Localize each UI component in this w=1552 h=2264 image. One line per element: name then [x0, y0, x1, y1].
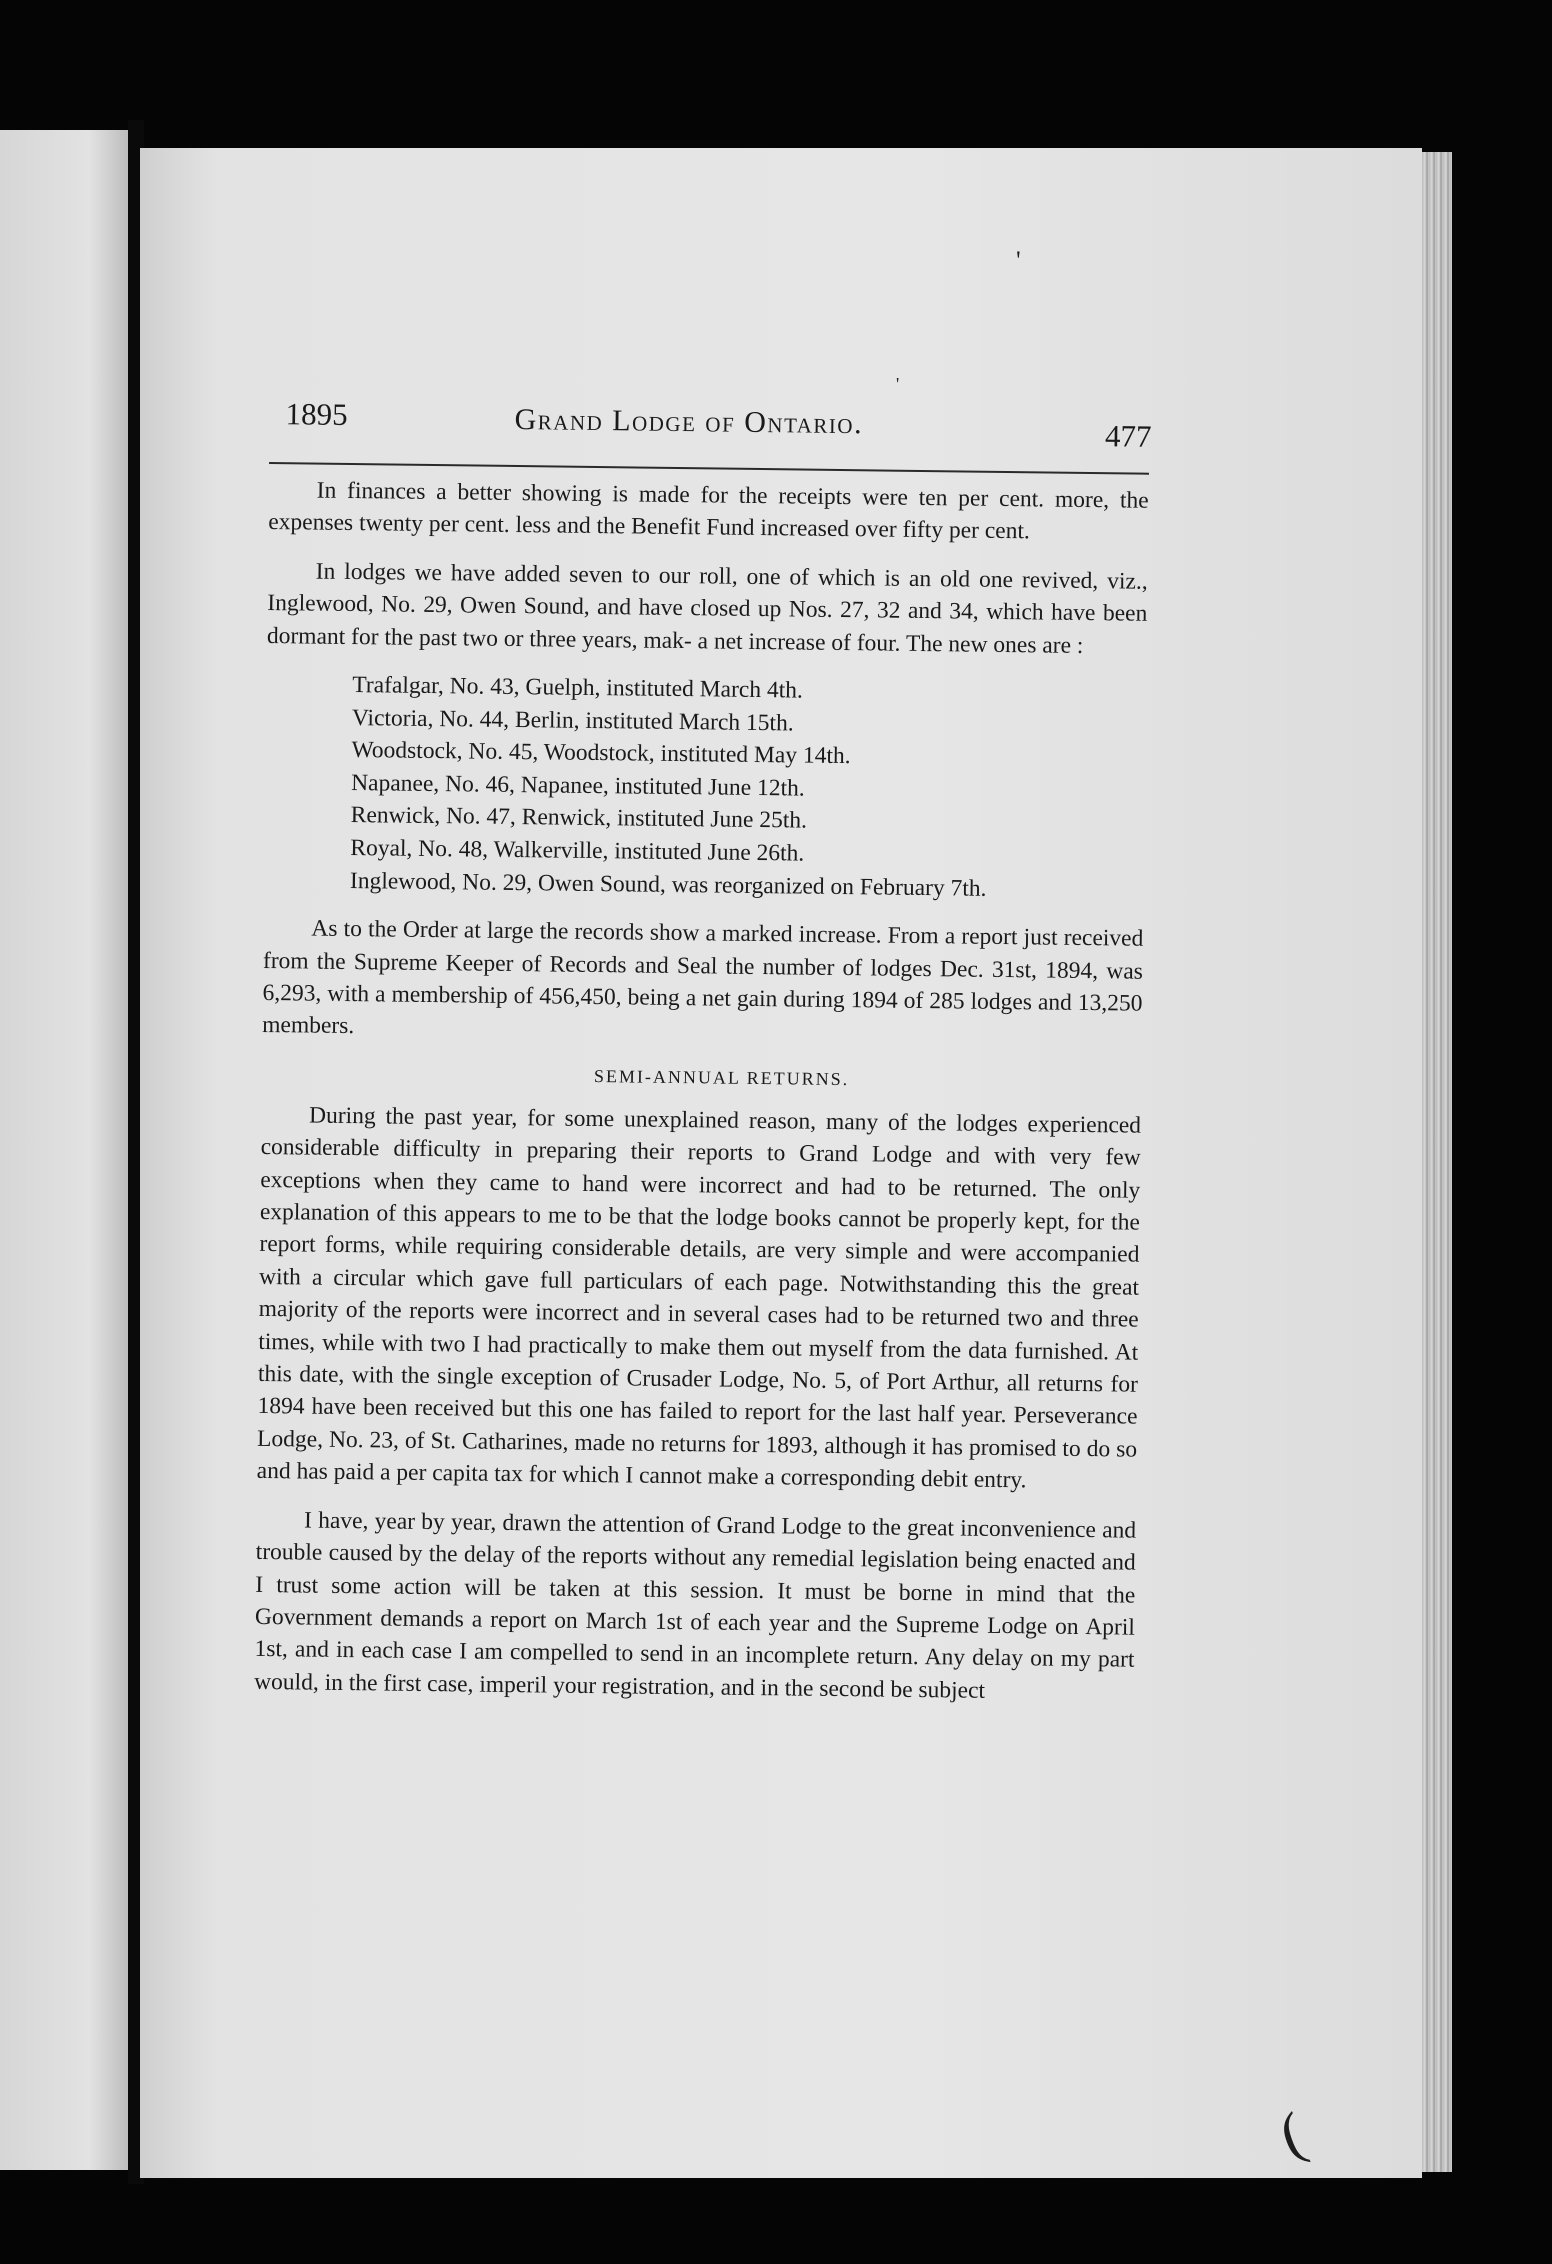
list-item: Renwick, No. 47, Renwick, instituted June 25th. — [350, 802, 808, 834]
header-rule — [269, 462, 1149, 475]
new-lodges-list — [264, 668, 1147, 907]
list-item: Trafalgar, No. 43, Guelph, instituted March 4th. — [352, 672, 803, 704]
list-item: Inglewood, No. 29, Owen Sound, was reorganized on February 7th. — [349, 867, 987, 902]
paragraph-order-at-large: As to the Order at large the records show a marked increase. From a report just received from the Supreme Keeper of Records and Seal the number of lodges Dec. 31st, 1894, was 6,293, with a membership of 456,450, being a net gain during 1894 of 285 lodges and 13,250 members. — [262, 915, 1144, 1040]
stray-mark: ' — [1016, 246, 1021, 275]
paragraph-legislation: I have, year by year, drawn the attention of Grand Lodge to the great inconvenience and trouble caused by the delay of the reports without any remedial legislation being enacted and I trust some action will be taken at this session. It must be borne in mind that the Government demands a report on March 1st of each year and the Supreme Lodge on April 1st, and in each case I am compelled to send in an incomplete return. Any delay on my part would, in the first case, imperil your registration, and in the second be subject — [254, 1507, 1137, 1704]
list-item: Victoria, No. 44, Berlin, instituted March 15th. — [351, 704, 794, 737]
stray-mark: ' — [896, 374, 900, 394]
paragraph-finances: In finances a better showing is made for the receipts were ten per cent. more, the expenses twenty per cent. less and the Benefit Fund increased over fifty per cent. — [268, 477, 1149, 545]
list-item: Woodstock, No. 45, Woodstock, instituted May 14th. — [351, 737, 851, 770]
section-heading: SEMI-ANNUAL RETURNS. — [593, 1065, 850, 1089]
list-item: Royal, No. 48, Walkerville, instituted June 26th. — [350, 835, 805, 867]
page-fore-edge — [1422, 152, 1452, 2172]
running-head-title: Grand Lodge of Ontario. — [514, 402, 864, 441]
list-item: Napanee, No. 46, Napanee, instituted June 12th. — [350, 769, 805, 802]
running-head — [269, 386, 1150, 457]
running-head-year: 1895 — [285, 396, 348, 432]
page-number: 477 — [1104, 418, 1152, 454]
margin-mark: ( — [1271, 2099, 1313, 2169]
page-text-column — [254, 386, 1150, 1709]
paragraph-lodges: In lodges we have added seven to our roll, one of which is an old one revived, viz., Inglewood, No. 29, Owen Sound, and have closed up Nos. 27, 32 and 34, which have been dormant for the past two or three years, mak- a net increase of four. The new ones are : — [266, 558, 1148, 659]
facing-page-edge — [0, 130, 128, 2170]
paragraph-returns: During the past year, for some unexplained reason, many of the lodges experienced considerable difficulty in preparing their reports to Grand Lodge and with very few exceptions when they came to hand were incorrect and had to be returned. The only explanation of this appears to me to be that the lodge books cannot be properly kept, for the report forms, while requiring considerable details, are very simple and were accompanied with a circular which gave full particulars of each page. Notwithstanding this the great majority of the reports were incorrect and in several cases had to be returned two and three times, while with two I had practically to make them out myself from the data furnished. At this date, with the single exception of Crusader Lodge, No. 5, of Port Arthur, all returns for 1894 have been received but this one has failed to report for the last half year. Perseverance Lodge, No. 23, of St. Catharines, made no returns for 1893, although it has promised to do so and has paid a per capita tax for which I cannot make a corresponding debit entry. — [256, 1102, 1142, 1494]
